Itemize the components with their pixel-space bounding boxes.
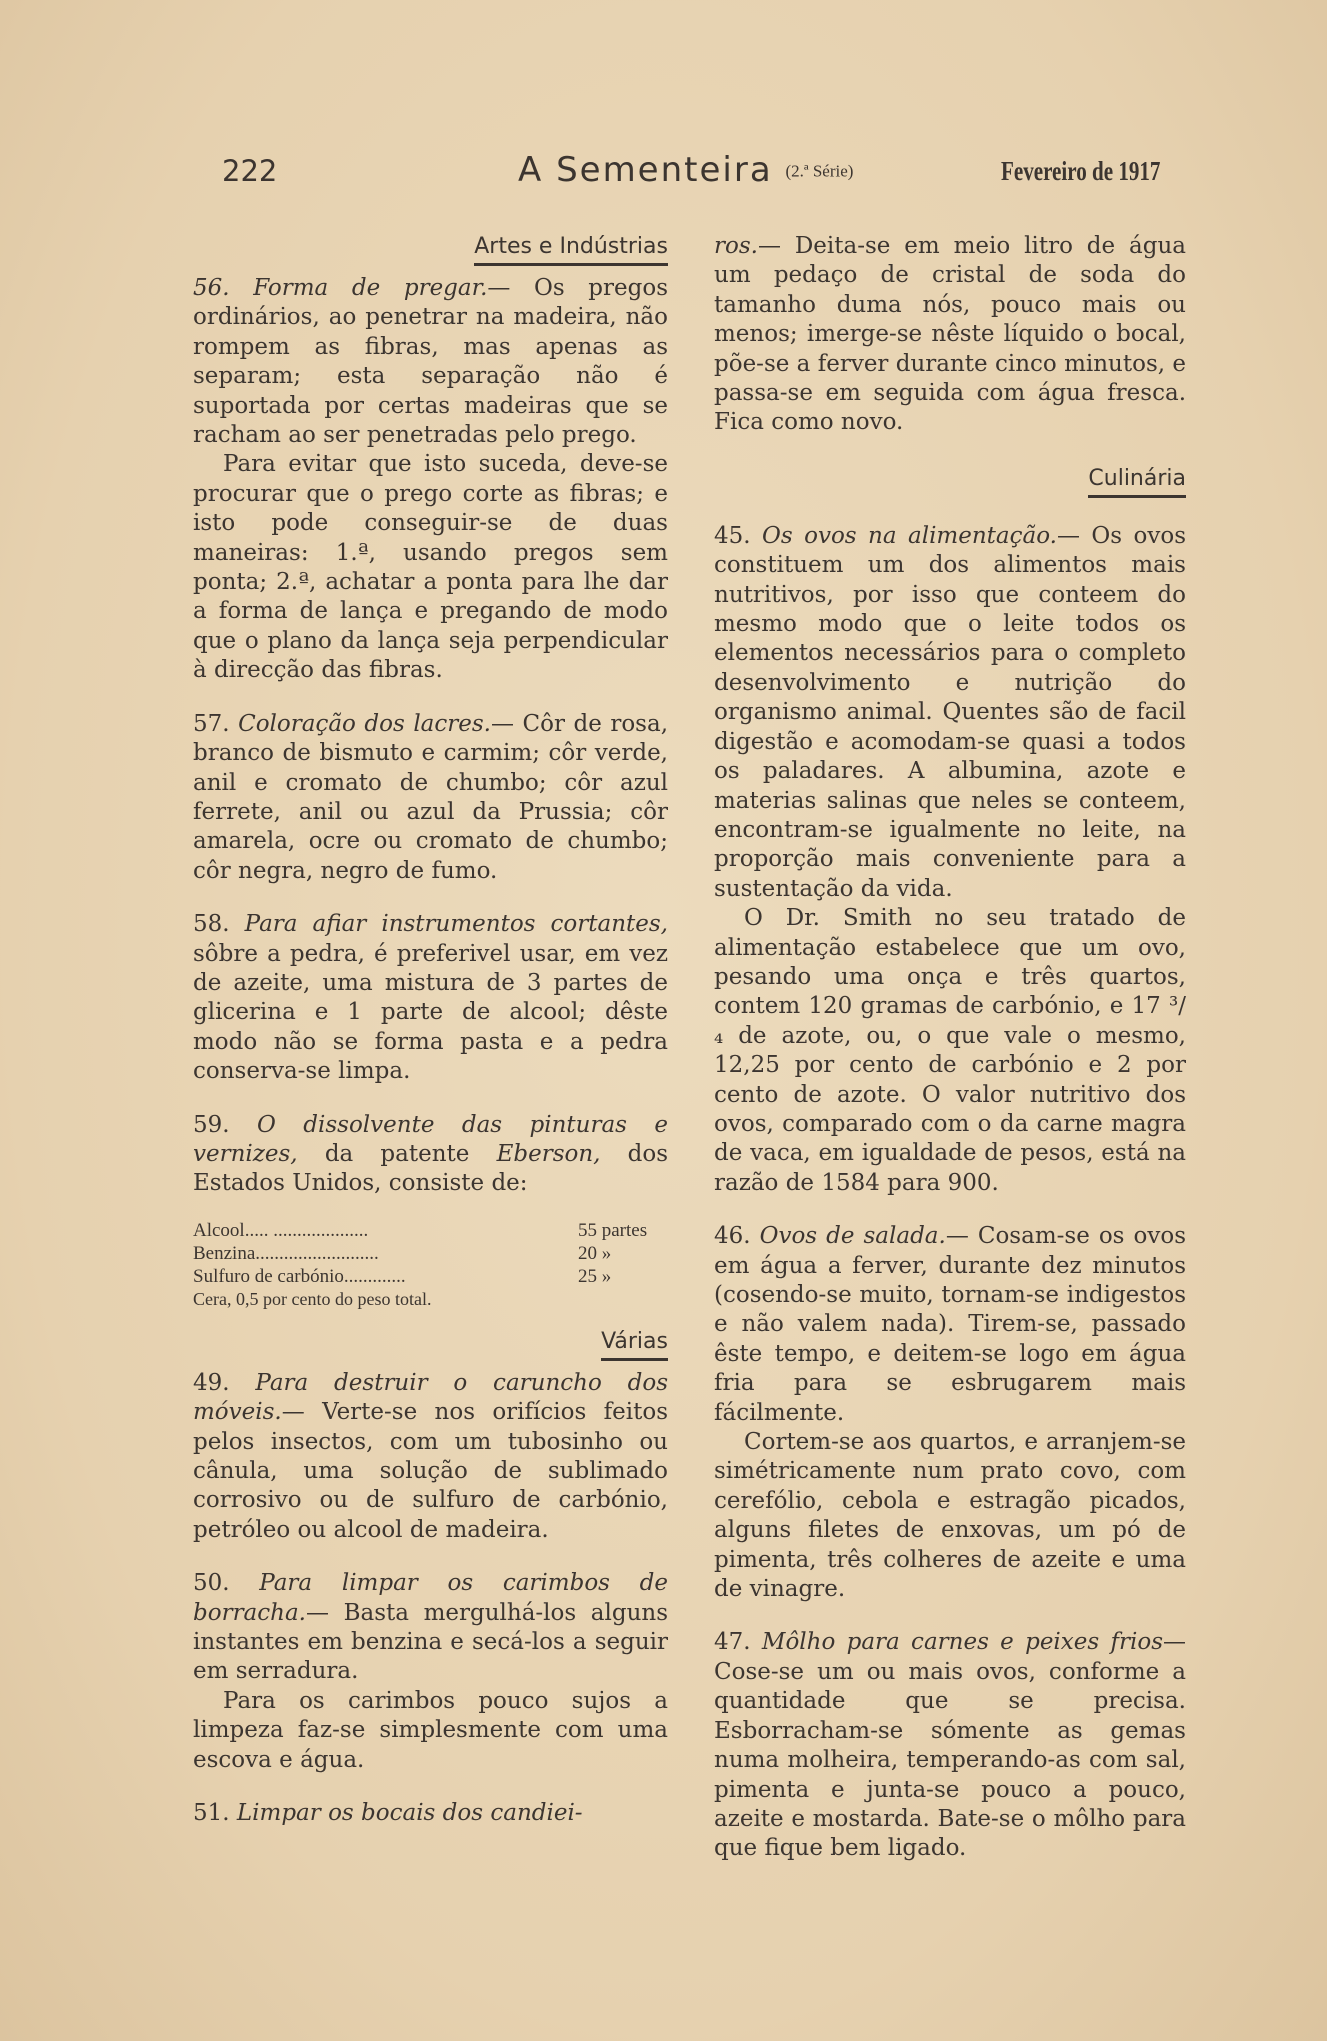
recipe-row: Benzina.......................... 20 » [193,1242,612,1264]
article-56-cont: Para evitar que isto suceda, deve-se procurar que o prego corte as fibras; e isto pode conseguir-se de duas maneiras: 1.ª, usando pregos sem ponta; 2.ª, achatar a ponta para lhe dar a forma de lança e pregando de modo que o plano da lança seja perpendicular à direcção das fibras. [193,451,668,684]
recipe-row: Sulfuro de carbónio............. 25 » [193,1265,612,1287]
recipe-note: Cera, 0,5 por cento do peso total. [193,1288,432,1309]
article-title: Limpar os bocais dos candiei- [236,1800,583,1827]
article-title: O dissolvente das pinturas e vernizes, [193,1111,668,1167]
page-number: 222 [222,154,278,188]
article-46-cont: Cortem-se aos quartos, e arranjem-se simétricamente num prato covo, com cerefólio, cebola e estragão picados, alguns filetes de enxovas, um pó de pimenta, três colheres de azeite e uma de vinagre. [714,1429,1186,1603]
section-heading-varias: Várias [193,1327,668,1361]
article-50-cont: Para os carimbos pouco sujos a limpeza faz-se simplesmente com uma escova e água. [193,1687,668,1773]
article-49: 49. Para destruir o caruncho dos móveis.— Verte-se nos orifícios feitos pelos insectos, com um tubosinho ou cânula, uma solução de sublimado corrosivo ou de sulfuro de carbónio, petróleo ou alcool de madeira. [193,1369,668,1543]
article-56: 56. Forma de pregar.— Os pregos ordinários, ao penetrar na madeira, não rompem as fibras, mas apenas as separam; esta separação não é suportada por certas madeiras que se racham ao ser penetradas pelo prego. [193,275,668,449]
issue-date: Fevereiro de 1917 [1000,156,1160,186]
article-title: Para afiar instrumentos cortantes, [244,911,668,938]
journal-title [518,150,853,190]
section-heading-culinaria: Culinária [714,464,1186,498]
article-46: 46. Ovos de salada.— Cosam-se os ovos em água a ferver, durante dez minutos (cosendo-se muito, tornam-se indigestos e não valem nada). Tirem-se, passado êste tempo, e deitem-se logo em água fria para se esbrugarem mais fácilmente. [714,1223,1187,1426]
left-column [193,232,668,1828]
article-57: 57. Coloração dos lacres.— Côr de rosa, branco de bismuto e carmim; côr verde, anil e cromato de chumbo; côr azul ferrete, anil ou azul da Prussia; côr amarela, ocre ou cromato de chumbo; côr negra, negro de fumo. [193,710,669,884]
article-title: Ovos de salada. [759,1223,946,1250]
page-header [222,150,1160,200]
recipe-table [193,1219,668,1311]
right-column [714,232,1186,1864]
article-title: Para limpar os carimbos de borracha. [193,1570,669,1626]
article-title: 56. Forma de pregar. [193,275,488,301]
article-title: Os ovos na alimentação. [762,522,1057,549]
article-50: 50. Para limpar os carimbos de borracha.— Basta mergulhá-los alguns instantes em benzina e secá-los a seguir em serradura. [193,1570,669,1685]
journal-series: (2.ª Série) [785,161,854,181]
article-title: Môlho para carnes e peixes frios [761,1629,1163,1656]
article-47: 47. Môlho para carnes e peixes frios— Cose-se um ou mais ovos, conforme a quantidade que se precisa. Esborracham-se sómente as gemas numa molheira, temperando-as com sal, pimenta e junta-se pouco a pouco, azeite e mostarda. Bate-se o môlho para que fique bem ligado. [714,1629,1186,1862]
journal-name: A Sementeira [518,150,773,190]
article-title: Para destruir o caruncho dos móveis. [193,1369,668,1426]
article-59: 59. O dissolvente das pinturas e vernizes, da patente Eberson, dos Estados Unidos, consiste de: [193,1111,669,1197]
article-58: 58. Para afiar instrumentos cortantes, sôbre a pedra, é preferivel usar, em vez de azeite, uma mistura de 3 partes de glicerina e 1 parte de alcool; dêste modo não se forma pasta e a pedra conserva-se limpa. [193,911,668,1085]
article-45: 45. Os ovos na alimentação.— Os ovos constituem um dos alimentos mais nutritivos, por isso que conteem do mesmo modo que o leite todos os elementos necessários para o completo desenvolvimento e nutrição do organismo animal. Quentes são de facil digestão e acomodam-se quasi a todos os paladares. A albumina, azote e materias salinas que neles se conteem, encontram-se igualmente no leite, na proporção mais conveniente para a sustentação da vida. [714,522,1186,902]
article-51-end: ros.— Deita-se em meio litro de água um pedaço de cristal de soda do tamanho duma nós, pouco mais ou menos; imerge-se nêste líquido o bocal, põe-se a ferver durante cinco minutos, e passa-se em seguida com água fresca. Fica como novo. [714,233,1186,436]
article-45-cont: O Dr. Smith no seu tratado de alimentação estabelece que um ovo, pesando uma onça e três quartos, contem 120 gramas de carbónio, e 17 ³/₄ de azote, ou, o que vale o mesmo, 12,25 por cento de carbónio e 2 por cento de azote. O valor nutritivo dos ovos, comparado com o da carne magra de vaca, em igualdade de pesos, está na razão de 1584 para 900. [714,905,1186,1196]
section-heading-artes: Artes e Indústrias [193,232,668,266]
recipe-row: Alcool..... .................... 55 partes [193,1219,648,1241]
article-51-start: 51. Limpar os bocais dos candiei- [193,1800,583,1827]
article-title: Coloração dos lacres. [238,710,491,737]
